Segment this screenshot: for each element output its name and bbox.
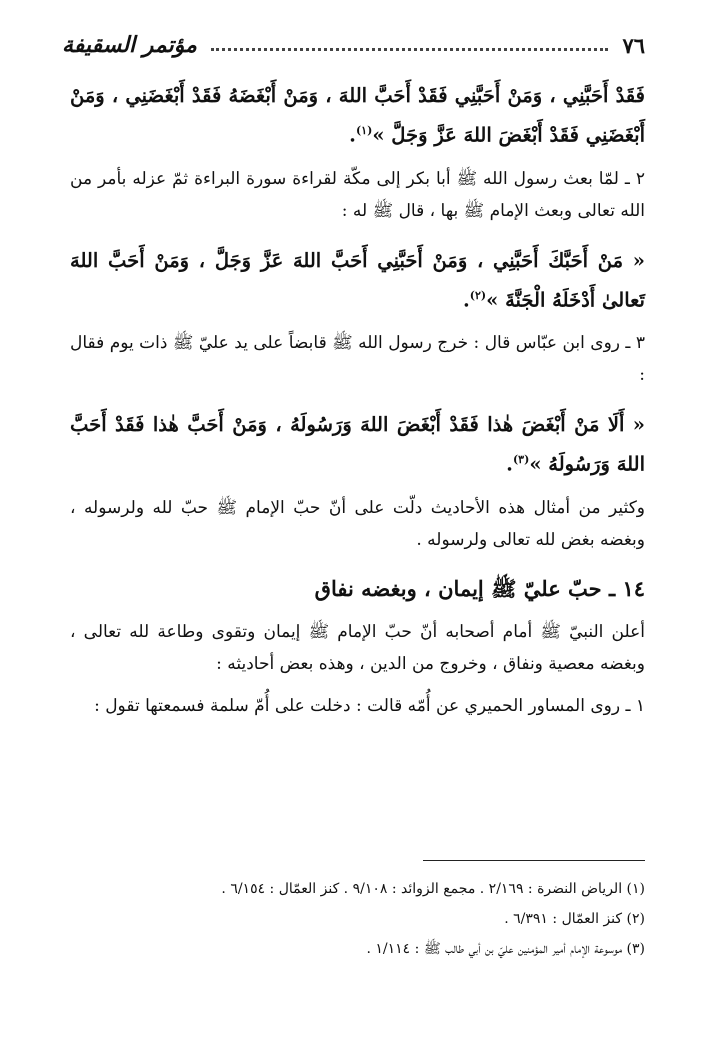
footnote-item: (١) الرياض النضرة : ٢/١٦٩ . مجمع الزوائد : ٩/١٠٨ . كنز العمّال : ٦/١٥٤ . bbox=[221, 881, 645, 897]
page-number: ٧٦ bbox=[622, 32, 645, 58]
book-title: مؤتمر السقيفة bbox=[62, 32, 197, 58]
body-paragraph: أعلن النبيّ ﷺ أمام أصحابه أنّ حبّ الإمام ﷺ إيمان وتقوى وطاعة لله تعالى ، وبغضه معصية ونفاق ، وخروج من الدين ، وهذه بعض أحاديثه : bbox=[70, 621, 645, 674]
footnote-separator bbox=[423, 860, 645, 861]
section-heading: ١٤ ـ حبّ عليّ ﷺ إيمان ، وبغضه نفاق bbox=[314, 575, 645, 601]
hadith-paragraph: « أَلَا مَنْ أَبْغَضَ هٰذا فَقَدْ أَبْغَضَ اللهَ وَرَسُولَهُ ، وَمَنْ أَحَبَّ هٰذا فَقَدْ أَحَبَّ اللهَ وَرَسُولَهُ »$^{(٣)}$. bbox=[70, 413, 645, 476]
body-paragraph: ٢ ـ لمّا بعث رسول الله ﷺ أبا بكر إلى مكّة لقراءة سورة البراءة ثمّ عزله بأمر من الله تعالى وبعث الإمام ﷺ بها ، قال ﷺ له : bbox=[70, 168, 645, 221]
footnotes bbox=[70, 874, 645, 964]
body-paragraph: وكثير من أمثال هذه الأحاديث دلّت على أنّ حبّ الإمام ﷺ حبّ لله ولرسوله ، وبغضه بغض لله تعالى ولرسوله . bbox=[70, 497, 645, 550]
body-paragraph: ١ ـ روى المساور الحميري عن أُمّه قالت : دخلت على أُمّ سلمة فسمعتها تقول : bbox=[94, 695, 645, 716]
footnote-ref: (٢) bbox=[469, 288, 487, 302]
footnote-ref: (٣) bbox=[512, 453, 530, 466]
footnote-ref: (١) bbox=[355, 124, 373, 137]
body-paragraph: ٣ ـ روى ابن عبّاس قال : خرج رسول الله ﷺ قابضاً على يد عليّ ﷺ ذات يوم فقال : bbox=[70, 333, 645, 385]
main-text bbox=[70, 78, 645, 722]
footnote-item: (٣) موسوعة الإمام أمير المؤمنين عليّ بن أبي طالب ﷺ : ١/١١٤ . bbox=[366, 941, 645, 957]
footnote-item: (٢) كنز العمّال : ٦/٣٩١ . bbox=[504, 911, 645, 927]
header-dotted-leader bbox=[211, 48, 609, 51]
page-header bbox=[62, 28, 645, 62]
hadith-paragraph: « مَنْ أَحَبَّكَ أَحَبَّنِي ، وَمَنْ أَحَبَّنِي أَحَبَّ اللهَ عَزَّ وَجَلَّ ، وَمَنْ أَحَبَّ اللهَ تَعالىٰ أَدْخَلَهُ الْجَنَّةَ »$^{(٢)}$. bbox=[70, 248, 645, 311]
hadith-paragraph: فَقَدْ أَحَبَّنِي ، وَمَنْ أَحَبَّنِي فَقَدْ أَحَبَّ اللهَ ، وَمَنْ أَبْغَضَهُ فَقَدْ أَبْغَضَنِي ، وَمَنْ أَبْغَضَنِي فَقَدْ أَبْغَضَ اللهَ عَزَّ وَجَلَّ »$^{(١)}$. bbox=[70, 84, 645, 147]
